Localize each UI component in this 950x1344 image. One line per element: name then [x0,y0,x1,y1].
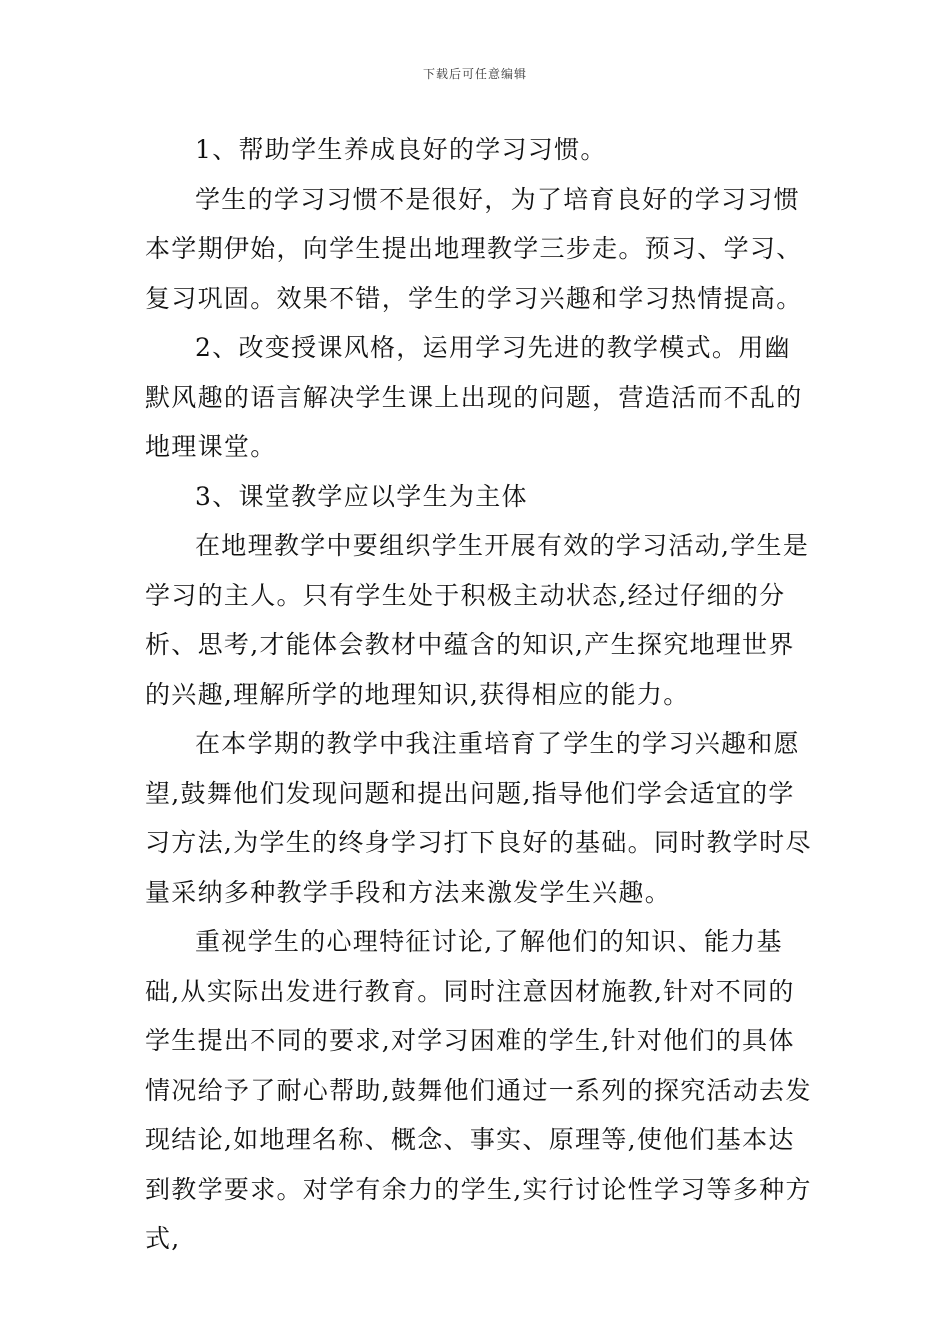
paragraph-item-3: 3、课堂教学应以学生为主体 [195,481,528,511]
document-body [145,125,815,1264]
page-header-caption: 下载后可任意编辑 [422,67,527,81]
paragraph-interest: 在本学期的教学中我注重培育了学生的学习兴趣和愿望,鼓舞他们发现问题和提出问题,指导他们学会适宜的学习方法,为学生的终身学习打下良好的基础。同时教学时尽量采纳多种教学手段和方法来激发学生兴趣。 [145,729,812,907]
paragraph-item-1: 1、帮助学生养成良好的学习习惯。 [195,135,607,164]
paragraph-individual: 重视学生的心理特征讨论,了解他们的知识、能力基础,从实际出发进行教育。同时注意因材施教,针对不同的学生提出不同的要求,对学习困难的学生,针对他们的具体情况给予了耐心帮助,鼓舞他们通过一系列的探究活动去发现结论,如地理名称、概念、事实、原理等,使他们基本达到教学要求。对学有余力的学生,实行讨论性学习等多种方式, [145,927,812,1253]
paragraph-intro: 学生的学习习惯不是很好，为了培育良好的学习习惯本学期伊始，向学生提出地理教学三步走。预习、学习、复习巩固。效果不错，学生的学习兴趣和学习热情提高。 [145,184,803,313]
paragraph-student-centered: 在地理教学中要组织学生开展有效的学习活动,学生是学习的主人。只有学生处于积极主动状态,经过仔细的分析、思考,才能体会教材中蕴含的知识,产生探究地理世界的兴趣,理解所学的地理知识,获得相应的能力。 [145,531,810,709]
paragraph-item-2: 2、改变授课风格，运用学习先进的教学模式。用幽默风趣的语言解决学生课上出现的问题，营造活而不乱的地理课堂。 [145,333,803,461]
